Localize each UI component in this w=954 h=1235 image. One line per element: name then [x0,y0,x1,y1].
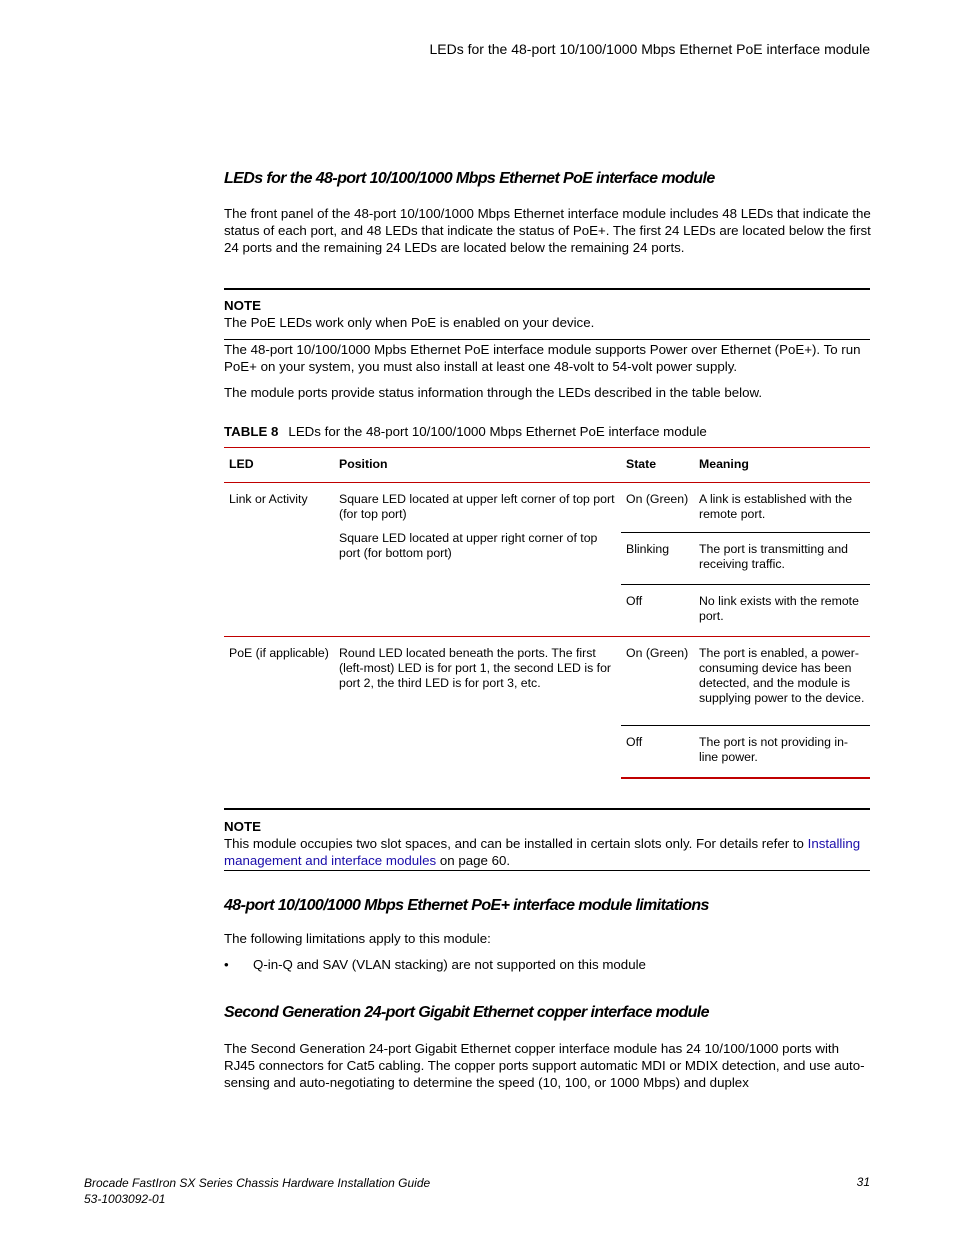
table-caption-label: TABLE 8 [224,424,279,439]
second-gen-paragraph: The Second Generation 24-port Gigabit Ethernet copper interface module has 24 10/100/1000 ports with RJ45 connectors for Cat5 cabling. The copper ports support automatic MDI or MDIX detection, and use auto-sensing and auto-negotiating to determine the speed (10, 100, or 1000 Mbps) and duplex [224,1041,865,1090]
state-cell: Blinking [621,533,694,585]
footer-title: Brocade FastIron SX Series Chassis Hardware Installation Guide [84,1176,431,1190]
meaning-cell: The port is enabled, a power-consuming device has been detected, and the module is supplying power to the device. [694,637,870,726]
section-heading-second-gen: Second Generation 24-port Gigabit Ethernet copper interface module [224,1004,709,1021]
meaning-cell: The port is transmitting and receiving traffic. [694,533,870,585]
header-led: LED [224,448,334,483]
table-caption-text: LEDs for the 48-port 10/100/1000 Mbps Ethernet PoE interface module [288,424,707,439]
header-position: Position [334,448,621,483]
note-label: NOTE [224,298,261,313]
meaning-cell: No link exists with the remote port. [694,585,870,637]
header-state: State [621,448,694,483]
note-text [224,835,870,869]
note-text: The PoE LEDs work only when PoE is enabled on your device. [224,315,595,330]
limitations-intro: The following limitations apply to this module: [224,931,491,946]
section-heading-leds: LEDs for the 48-port 10/100/1000 Mbps Ethernet PoE interface module [224,170,715,187]
footer-doc-number: 53-1003092-01 [84,1192,166,1206]
state-cell: Off [621,585,694,637]
header-meaning: Meaning [694,448,870,483]
table-row [224,483,870,533]
list-item: • Q-in-Q and SAV (VLAN stacking) are not supported on this module [224,957,646,972]
led-cell: PoE (if applicable) [224,637,334,779]
led-cell: Link or Activity [229,492,308,506]
table-row [224,637,870,726]
position-text: Square LED located at upper right corner of top port (for bottom port) [339,531,598,560]
position-text: Square LED located at upper left corner of top port (for top port) [339,492,615,521]
poe-paragraph: The 48-port 10/100/1000 Mpbs Ethernet PoE interface module supports Power over Ethernet (PoE+). To run PoE+ on your system, you must also install at least one 48-volt to 54-volt power supply. [224,342,861,374]
note-text-before: This module occupies two slot spaces, and can be installed in certain slots only. For details refer to [224,836,808,851]
status-paragraph: The module ports provide status information through the LEDs described in the table below. [224,385,763,400]
table-caption [224,424,707,439]
state-cell: Off [621,726,694,779]
position-cell: Round LED located beneath the ports. The first (left-most) LED is for port 1, the second LED is for port 2, the third LED is for port 3, etc. [334,637,621,779]
position-cell [334,483,621,637]
note-text-after: on page 60. [436,853,511,868]
meaning-cell: The port is not providing in-line power. [694,726,870,779]
note-box [224,288,870,340]
limitations-list [224,957,646,972]
led-table [224,447,870,779]
footer-left [84,1175,430,1207]
table-header-row [224,448,870,483]
page-number: 31 [856,1175,870,1189]
installing-modules-link[interactable]: Installing management and interface modules [224,836,861,868]
running-head: LEDs for the 48-port 10/100/1000 Mbps Ethernet PoE interface module [429,41,870,57]
meaning-cell: A link is established with the remote port. [699,492,853,521]
note-label: NOTE [224,819,261,834]
state-cell: On (Green) [626,492,689,506]
state-cell: On (Green) [621,637,694,726]
note-box [224,808,870,871]
section-heading-limitations: 48-port 10/100/1000 Mbps Ethernet PoE+ interface module limitations [224,897,709,914]
intro-paragraph: The front panel of the 48-port 10/100/1000 Mbps Ethernet interface module includes 48 LEDs that indicate the status of each port, and 48 LEDs that indicate the status of PoE+. The first 24 LEDs are located below the first 24 ports and the remaining 24 LEDs are located below the remaining 24 ports. [224,206,871,255]
